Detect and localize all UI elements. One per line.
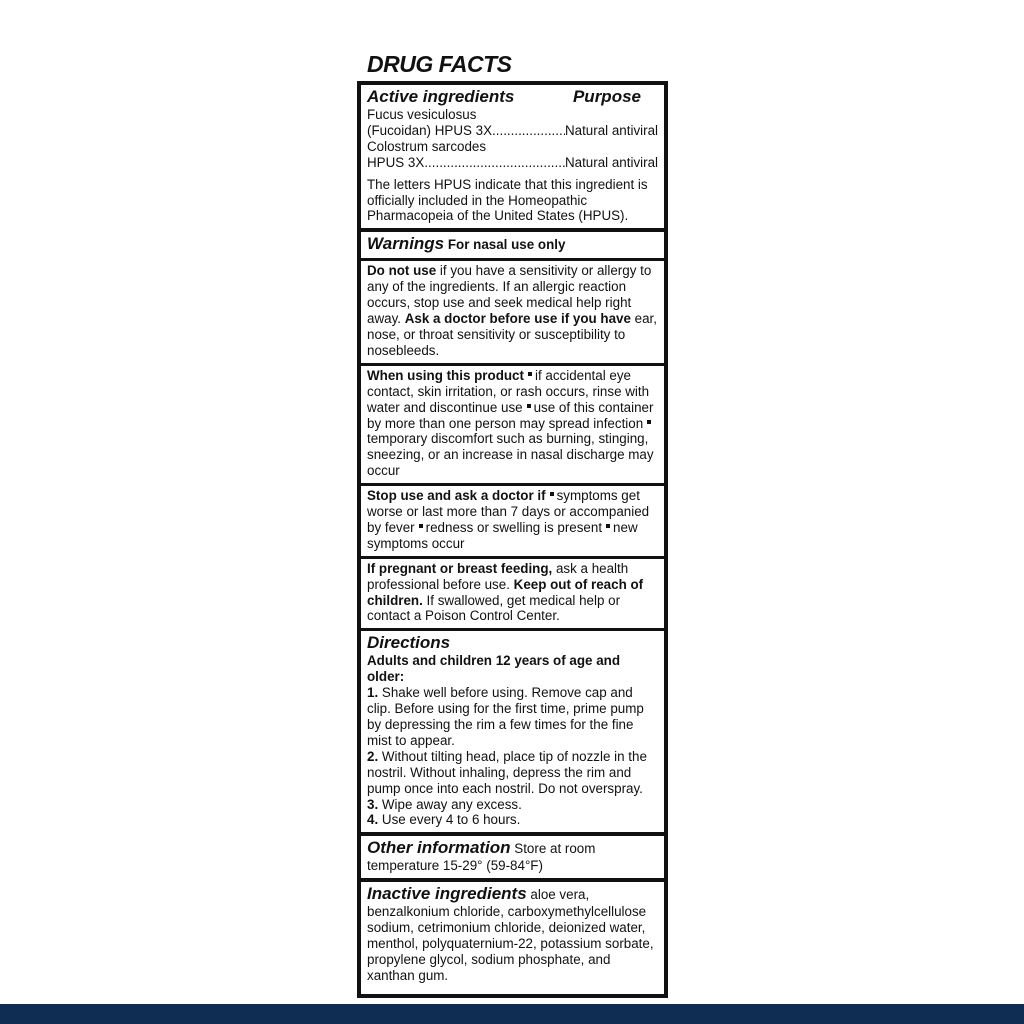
other-information-section <box>361 832 664 878</box>
ingredient-2-name-line: Colostrum sarcodes <box>367 138 487 154</box>
hpus-note: The letters HPUS indicate that this ingredient is officially included in the Homeopathic Pharmacopeia of the United States (HPUS). <box>367 176 648 224</box>
step-number: 4. <box>367 812 379 828</box>
ingredient-1-strength: (Fucoidan) HPUS 3X <box>367 122 493 138</box>
inactive-ingredients-text: aloe vera, benzalkonium chloride, carboxymethylcellulose sodium, cetrimonium chloride, deionized water, menthol, polyquaternium-22, potassium sorbate, propylene glycol, sodium phosphate, and xanthan gum. <box>367 887 654 983</box>
do-not-use-section <box>361 258 664 362</box>
bullet-icon <box>419 524 423 528</box>
stop-use-section <box>361 483 664 556</box>
do-not-use-label: Do not use <box>367 263 437 279</box>
pregnant-text: ask a health professional before use. <box>367 560 629 592</box>
step-number: 2. <box>367 748 379 764</box>
nasal-use-only: For nasal use only <box>447 237 566 253</box>
pregnancy-section <box>361 556 664 629</box>
footer-bar <box>0 1004 1024 1024</box>
drug-facts-panel <box>357 81 668 998</box>
bullet-icon <box>647 420 651 424</box>
directions-audience: Adults and children 12 years of age and older: <box>367 653 621 685</box>
directions-section <box>361 628 664 832</box>
ask-doctor-label: Ask a doctor before use if you have <box>404 311 631 327</box>
direction-step <box>367 749 658 797</box>
when-using-label: When using this product <box>367 367 524 383</box>
stop-use-item: redness or swelling is present <box>425 519 603 535</box>
direction-step <box>367 812 658 828</box>
leader-dots <box>492 123 565 139</box>
stop-use-item: symptoms get worse or last more than 7 days or accompanied by fever <box>367 488 650 535</box>
directions-heading: Directions <box>367 633 451 653</box>
active-ingredients-heading: Active ingredients <box>367 87 515 106</box>
pregnant-label: If pregnant or breast feeding, <box>367 560 553 576</box>
other-information-heading: Other information <box>367 838 511 858</box>
ingredient-1-purpose: Natural antiviral <box>564 122 658 138</box>
do-not-use-text: if you have a sensitivity or allergy to any of the ingredients. If an allergic reaction occurs, stop use and seek medical help right away. <box>367 263 652 327</box>
ingredient-2-row <box>367 155 658 171</box>
keep-out-text: If swallowed, get medical help or contact a Poison Control Center. <box>367 592 621 624</box>
step-text: Use every 4 to 6 hours. <box>378 812 521 828</box>
ask-doctor-text: ear, nose, or throat sensitivity or susceptibility to nosebleeds. <box>367 311 657 358</box>
inactive-ingredients-section <box>361 878 664 994</box>
other-information-text: Store at room temperature 15-29° (59-84°F) <box>367 841 596 874</box>
stop-use-item: new symptoms occur <box>367 519 638 551</box>
ingredient-2-strength: HPUS 3X <box>367 154 425 170</box>
leader-dots <box>424 155 565 171</box>
ingredient-1-name-line: Fucus vesiculosus <box>367 107 477 122</box>
step-text: Without tilting head, place tip of nozzle in the nostril. Without inhaling, depress the rim and pump once into each nostril. Do not overspray. <box>367 748 647 796</box>
active-ingredients-section <box>361 85 664 228</box>
when-using-item: temporary discomfort such as burning, stinging, sneezing, or an increase in nasal discharge may occur <box>367 431 654 479</box>
bullet-icon <box>550 492 554 496</box>
inactive-ingredients-heading: Inactive ingredients <box>367 884 527 904</box>
bullet-icon <box>527 404 531 408</box>
step-text: Shake well before using. Remove cap and clip. Before using for the first time, prime pump by depressing the rim a few times for the fine mist to appear. <box>367 685 644 748</box>
keep-out-label: Keep out of reach of children. <box>367 576 644 608</box>
purpose-heading: Purpose <box>572 87 641 106</box>
when-using-item: if accidental eye contact, skin irritation, or rash occurs, rinse with water and discontinue use <box>367 367 650 415</box>
when-using-item: use of this container by more than one person may spread infection <box>367 399 654 431</box>
active-ingredients-header <box>367 87 658 107</box>
when-using-section <box>361 363 664 483</box>
step-number: 1. <box>367 685 379 701</box>
warnings-header-section <box>361 228 664 258</box>
drug-facts-title: DRUG FACTS <box>367 51 512 77</box>
step-number: 3. <box>367 796 379 812</box>
bullet-icon <box>606 524 610 528</box>
direction-step <box>367 685 658 749</box>
direction-step <box>367 797 658 813</box>
step-text: Wipe away any excess. <box>378 796 522 812</box>
ingredient-2-purpose: Natural antiviral <box>564 154 658 170</box>
ingredient-1-row <box>367 123 658 139</box>
stop-use-label: Stop use and ask a doctor if <box>367 488 546 504</box>
bullet-icon <box>528 372 532 376</box>
warnings-heading: Warnings <box>367 234 445 254</box>
